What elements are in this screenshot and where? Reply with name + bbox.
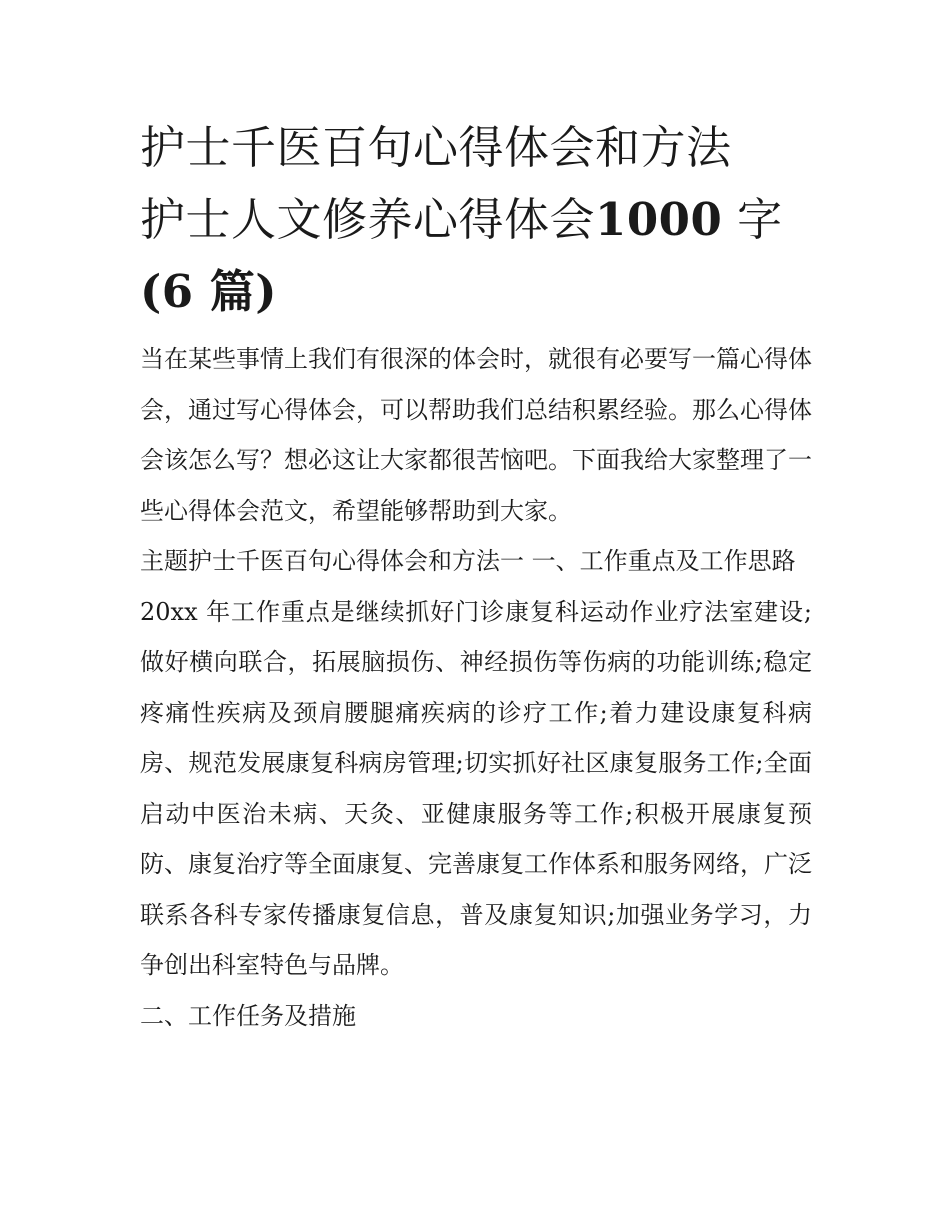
section-heading-2: 二、工作任务及措施: [140, 1001, 356, 1030]
document-body: [140, 112, 812, 1041]
title-line-2-number: 1000: [595, 193, 723, 246]
title-line-2-suffix: 字: [722, 193, 783, 246]
title-line-2: [140, 184, 812, 256]
title-line-1: 护士千医百句心得体会和方法: [140, 121, 732, 174]
intro-paragraph: 当在某些事情上我们有很深的体会时，就很有必要写一篇心得体会，通过写心得体会，可以帮助我们总结积累经验。那么心得体会该怎么写？想必这让大家都很苦恼吧。下面我给大家整理了一些心得体会范文，希望能够帮助到大家。: [140, 345, 812, 525]
title-line-2-text: 护士人文修养心得体会: [140, 193, 596, 246]
title-line-3-open: (: [140, 265, 162, 318]
title-line-3-suffix: 篇): [193, 265, 278, 318]
section-heading-1: 主题护士千医百句心得体会和方法一 一、工作重点及工作思路: [140, 547, 796, 575]
work-focus-paragraph: 20xx 年工作重点是继续抓好门诊康复科运动作业疗法室建设;做好横向联合，拓展脑损伤、神经损伤等伤病的功能训练;稳定疼痛性疾病及颈肩腰腿痛疾病的诊疗工作;着力建设康复科病房、规范发展康复科病房管理;切实抓好社区康复服务工作;全面启动中医治未病、天灸、亚健康服务等工作;积极开展康复预防、康复治疗等全面康复、完善康复工作体系和服务网络，广泛联系各科专家传播康复信息，普及康复知识;加强业务学习，力争创出科室特色与品牌。: [140, 597, 812, 979]
title-line-3: [140, 256, 812, 328]
document-title: [140, 112, 812, 328]
title-line-3-number: 6: [161, 265, 194, 318]
